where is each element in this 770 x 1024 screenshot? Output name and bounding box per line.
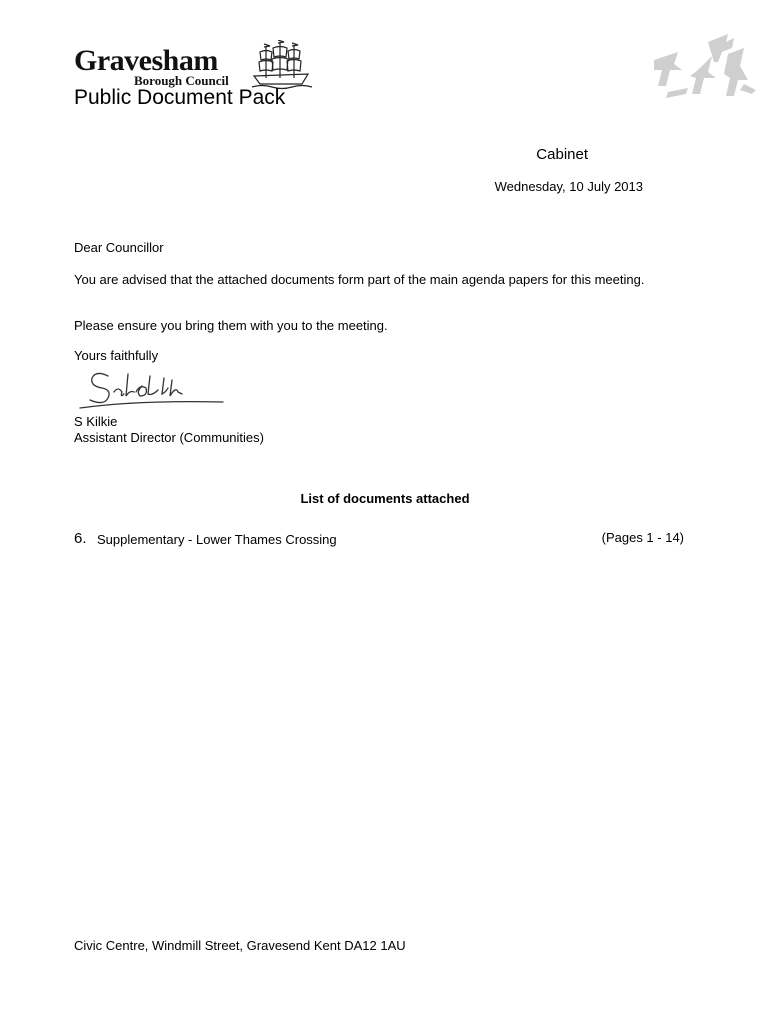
document-pages: (Pages 1 - 14) xyxy=(601,530,684,545)
signatory-role: Assistant Director (Communities) xyxy=(74,430,264,445)
public-document-pack-mark-icon xyxy=(648,30,758,102)
signatory-name: S Kilkie xyxy=(74,414,118,429)
document-number: 6. xyxy=(74,530,87,547)
closing: Yours faithfully xyxy=(74,348,159,363)
council-address: Civic Centre, Windmill Street, Gravesend Kent DA12 1AU xyxy=(74,938,406,953)
document-title: Supplementary - Lower Thames Crossing xyxy=(97,532,337,547)
meeting-date: Wednesday, 10 July 2013 xyxy=(494,179,643,194)
documents-heading: List of documents attached xyxy=(300,491,470,506)
logo-subtitle: Borough Council xyxy=(134,73,229,88)
logo-wordmark: Gravesham xyxy=(74,44,218,77)
council-logo xyxy=(74,40,324,90)
meeting-name: Cabinet xyxy=(536,146,588,163)
advice-paragraph: You are advised that the attached documents form part of the main agenda papers for this meeting. xyxy=(74,272,645,287)
handwritten-signature xyxy=(78,366,228,416)
document-item xyxy=(74,530,686,550)
document-pack-title: Public Document Pack xyxy=(74,86,286,109)
reminder-paragraph: Please ensure you bring them with you to the meeting. xyxy=(74,318,388,333)
ship-icon xyxy=(250,40,314,92)
salutation: Dear Councillor xyxy=(74,240,164,255)
